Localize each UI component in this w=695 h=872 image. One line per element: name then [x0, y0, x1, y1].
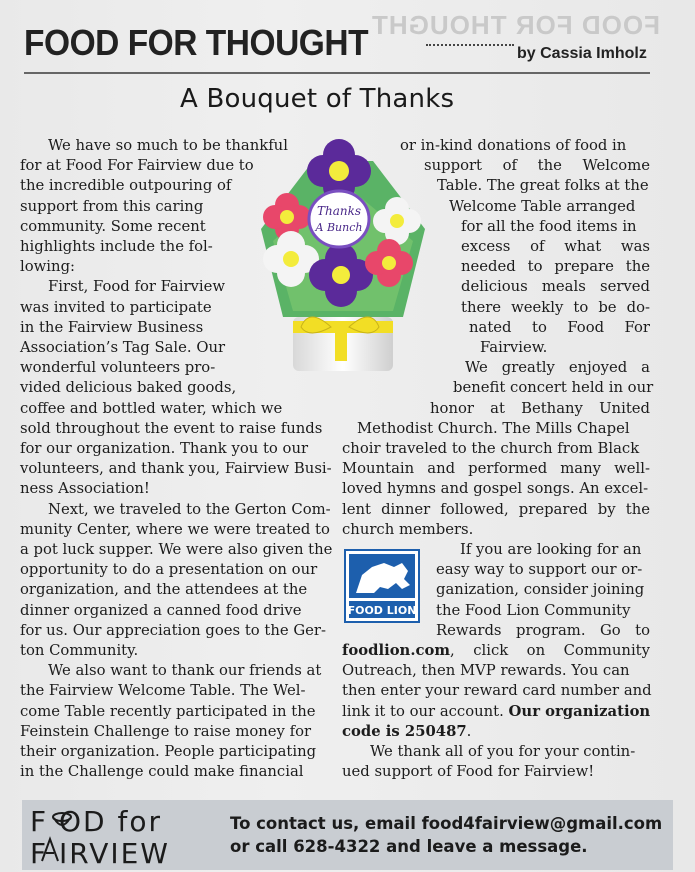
text-line: or in-kind donations of food in [400, 137, 627, 154]
text-line: excess of what was [461, 238, 650, 255]
text-line: delicious meals served [461, 278, 650, 296]
text-line: Rewards program. Go to [436, 621, 650, 639]
text-line: then enter your reward card number and [342, 682, 652, 700]
food-lion-logo [344, 549, 420, 623]
contact-line-1: To contact us, email food4fairview@gmail.com [230, 814, 663, 833]
text-line: wonderful volunteers pro- [20, 359, 216, 377]
text-line: ued support of Food for Fairview! [342, 763, 595, 781]
text-line: in the Challenge could make financial [20, 763, 304, 781]
text-line: for at Food For Fairview due to [20, 157, 254, 175]
food-for-fairview-logo [28, 803, 208, 870]
text-line: sold throughout the event to raise funds [20, 419, 323, 437]
text-line: coffee and bottled water, which we [20, 399, 283, 417]
text-line: ton Community. [20, 642, 139, 659]
text-line: highlights include the fol- [20, 238, 213, 255]
text-line: We also want to thank our friends at [48, 662, 322, 680]
text-line: munity Center, where we were treated to [20, 520, 330, 538]
text-line: dinner organized a canned food drive [20, 601, 302, 619]
card-text-2: A Bunch [315, 221, 363, 234]
article-headline: A Bouquet of Thanks [180, 84, 455, 114]
text-line: Feinstein Challenge to raise money for [20, 722, 312, 740]
text-line: in the Fairview Business [20, 318, 204, 336]
text-line: for us. Our appreciation goes to the Ger- [20, 621, 326, 639]
text-line: support from this caring [20, 197, 204, 215]
text-line [342, 641, 650, 661]
org-code: code is 250487 [342, 722, 467, 740]
text-line: Welcome Table arranged [449, 197, 636, 215]
text-span: . [466, 722, 472, 740]
org-code-label: Our organization [508, 702, 651, 720]
text-line: was invited to participate [20, 298, 212, 316]
text-line: We have so much to be thankful [48, 137, 288, 154]
text-line [342, 722, 650, 742]
text-line [342, 702, 650, 722]
text-line: nated to Food For [469, 318, 650, 336]
text-line: Methodist Church. The Mills Chapel [357, 419, 630, 437]
masthead-rule [24, 72, 650, 74]
text-line: If you are looking for an [460, 541, 642, 558]
text-line: support of the Welcome [424, 157, 650, 175]
text-line: First, Food for Fairview [48, 278, 226, 296]
text-line: loved hymns and gospel songs. An excel- [342, 480, 649, 498]
text-line: Next, we traveled to the Gerton Com- [48, 500, 331, 518]
column-title: FOOD FOR THOUGHT [24, 22, 369, 63]
text-line: volunteers, and thank you, Fairview Busi- [20, 460, 332, 478]
text-line: needed to prepare the [461, 258, 650, 276]
text-span: , click on Community [450, 642, 650, 659]
bleed-through-text: FOOD FOR THOUGHT [371, 10, 660, 40]
text-line: the incredible outpouring of [20, 177, 232, 195]
text-line: Association’s Tag Sale. Our [20, 339, 226, 356]
text-line: honor at Bethany United [430, 399, 650, 417]
food-lion-label: FOOD LION [347, 604, 417, 617]
text-line: a pot luck supper. We were also given the [20, 541, 333, 558]
text-line: there weekly to be do- [461, 298, 650, 316]
contact-line-2: or call 628-4322 and leave a message. [230, 837, 588, 856]
text-span: link it to our account. [342, 702, 509, 720]
text-line: their organization. People participating [20, 743, 317, 760]
text-line: Fairview. [480, 339, 548, 356]
card-text-1: Thanks [316, 204, 362, 218]
contact-info [230, 812, 662, 858]
text-line: Table. The great folks at the [437, 177, 649, 195]
byline: by Cassia Imholz [517, 45, 647, 62]
text-line: lowing: [20, 258, 76, 276]
byline-leader [426, 44, 514, 46]
text-line: for all the food items in [461, 217, 637, 235]
text-line: vided delicious baked goods, [20, 379, 237, 397]
text-line: Mountain and performed many well- [342, 460, 650, 478]
text-line: organization, and the attendees at the [20, 581, 308, 599]
text-line: ness Association! [20, 480, 150, 498]
text-line: benefit concert held in our [453, 379, 654, 397]
text-line: come Table recently participated in the [20, 702, 316, 720]
text-line: the Fairview Welcome Table. The Wel- [20, 682, 306, 700]
text-line: choir traveled to the church from Black [342, 440, 640, 457]
text-line: easy way to support our or- [436, 561, 643, 579]
text-line: church members. [342, 520, 474, 538]
text-line: We thank all of you for your contin- [370, 743, 636, 760]
logo-line-2: F IRVIEW [30, 837, 170, 870]
text-line: opportunity to do a presentation on our [20, 561, 318, 579]
text-line: for our organization. Thank you to our [20, 440, 309, 457]
text-line: Outreach, then MVP rewards. You can [342, 662, 630, 680]
text-line: the Food Lion Community [436, 601, 631, 619]
text-line: lent dinner followed, prepared by the [342, 500, 650, 518]
thanks-card [309, 191, 369, 247]
text-line: ganization, consider joining [436, 581, 645, 599]
website-link[interactable]: foodlion.com [342, 642, 451, 659]
logo-line-1: F OD for [30, 805, 163, 838]
text-line: community. Some recent [20, 217, 206, 235]
text-line: We greatly enjoyed a [465, 359, 650, 377]
